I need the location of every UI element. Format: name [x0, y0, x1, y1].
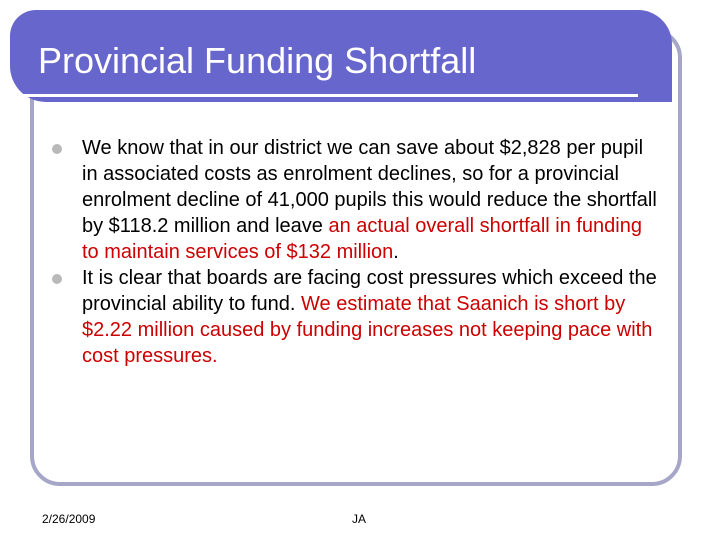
title-banner	[10, 10, 672, 102]
bullet-highlight-text: We estimate that Saanich is short by $2.22 million caused by funding increases not keeping pace with cost pressures.	[82, 293, 653, 367]
bullet-dot-icon	[52, 144, 62, 154]
bullet-tail-text: .	[393, 241, 399, 263]
bullet-text: We know that in our district we can save about $2,828 per pupil in associated costs as enrolment declines, so for a provincial enrolment decline of 41,000 pupils this would reduce the shortfall by $118.2 million and leave	[82, 137, 657, 237]
slide-title: Provincial Funding Shortfall	[38, 40, 477, 81]
bullet-item	[40, 135, 660, 265]
title-underline	[18, 94, 638, 97]
bullet-highlight-text: an actual overall shortfall in funding to maintain services of $132 million	[82, 215, 642, 263]
footer-initials: JA	[352, 512, 367, 526]
bullet-item	[40, 265, 660, 369]
footer-date: 2/26/2009	[42, 512, 96, 526]
bullet-text: It is clear that boards are facing cost pressures which exceed the provincial ability to fund.	[82, 267, 657, 315]
bullet-dot-icon	[52, 274, 62, 284]
bullet-list	[40, 135, 660, 369]
